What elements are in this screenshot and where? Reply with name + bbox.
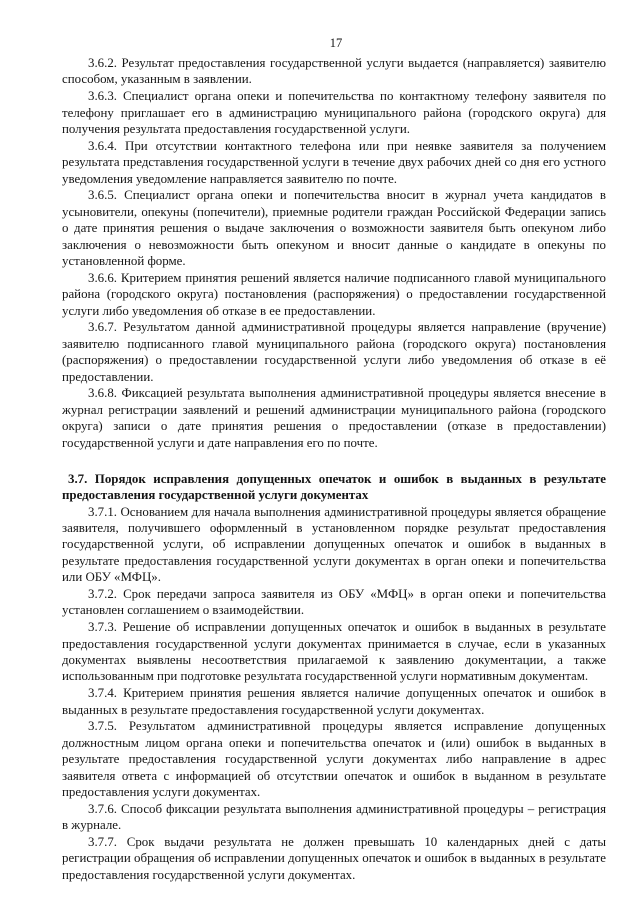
paragraph-3-6-5: 3.6.5. Специалист органа опеки и попечительства вносит в журнал учета кандидатов в усыновители, опекуны (попечители), приемные родители граждан Российской Федерации запись о дате принятия решения о выдаче заключения о возможности заявителя быть опекуном либо заключения о невозможности быть опекуном и вносит данные о кандидате в опекуны по установленной форме. (62, 188, 606, 269)
paragraph-3-6-6: 3.6.6. Критерием принятия решений является наличие подписанного главой муниципального района (городского округа) постановления (распоряжения) о предоставлении государственной услуги либо уведомления об отказе в ее предоставлении. (62, 270, 606, 318)
page-number: 17 (329, 36, 343, 50)
paragraph-3-6-2: 3.6.2. Результат предоставления государственной услуги выдается (направляется) заявителю способом, указанным в заявлении. (62, 56, 606, 87)
paragraph-3-6-8: 3.6.8. Фиксацией результата выполнения административной процедуры является внесение в журнал регистрации заявлений и решений администрации муниципального района (городского округа) записи о дате принятия решения о предоставлении (отказе в предоставлении) государственной услуги и дате направления его по почте. (62, 386, 606, 450)
paragraph-3-6-7: 3.6.7. Результатом данной административной процедуры является направление (вручение) заявителю подписанного главой муниципального района (городского округа) постановления (распоряжения) о предоставлении государственной услуги либо уведомления об отказе в её предоставлении. (62, 320, 606, 384)
section-heading-3-7: 3.7. Порядок исправления допущенных опечаток и ошибок в выданных в результате предоставления государственной услуги документах (62, 472, 606, 503)
paragraph-3-6-3: 3.6.3. Специалист органа опеки и попечительства по контактному телефону заявителя по телефону приглашает его в администрацию муниципального района (городского округа) для получения результата предоставления государственной услуги. (62, 89, 606, 137)
paragraph-3-7-6: 3.7.6. Способ фиксации результата выполнения административной процедуры – регистрация в журнале. (62, 801, 606, 833)
paragraph-3-7-4: 3.7.4. Критерием принятия решения является наличие допущенных опечаток и ошибок в выданных в результате предоставления государственной услуги документах. (62, 686, 606, 717)
paragraph-3-7-1: 3.7.1. Основанием для начала выполнения административной процедуры является обращение заявителя, получившего оформленный в установленном порядке результат предоставления государственной услуги, об исправлении допущенных опечаток и ошибок в выданных в результате предоставления государственной услуги документах в орган опеки и попечительства или ОБУ «МФЦ». (62, 504, 606, 585)
paragraph-3-6-4: 3.6.4. При отсутствии контактного телефона или при неявке заявителя за получением результата представления государственной услуги в течение двух рабочих дней со дня его устного уведомления уведомление направляется заявителю по почте. (62, 138, 606, 186)
paragraph-3-7-5: 3.7.5. Результатом административной процедуры является исправление допущенных должностным лицом органа опеки и попечительства опечаток и (или) ошибок в выданных в результате предоставления государственной услуги документах либо направление в адрес заявителя ответа с информацией об отсутствии опечаток и ошибок в выданном в результате предоставления услуги документах. (62, 719, 606, 799)
paragraph-3-7-7: 3.7.7. Срок выдачи результата не должен превышать 10 календарных дней с даты регистрации обращения об исправлении допущенных опечаток и ошибок в выданных в результате предоставления государственной услуги документах. (62, 834, 606, 882)
paragraph-3-7-2: 3.7.2. Срок передачи запроса заявителя из ОБУ «МФЦ» в орган опеки и попечительства установлен соглашением о взаимодействии. (62, 586, 606, 618)
paragraph-3-7-3: 3.7.3. Решение об исправлении допущенных опечаток и ошибок в выданных в результате предоставления государственной услуги документах принимается в случае, если в указанных документах выявлены несоответствия прилагаемой к заявлению документации, а также использованным при подготовке результата государственной услуги нормативным документам. (62, 620, 606, 684)
